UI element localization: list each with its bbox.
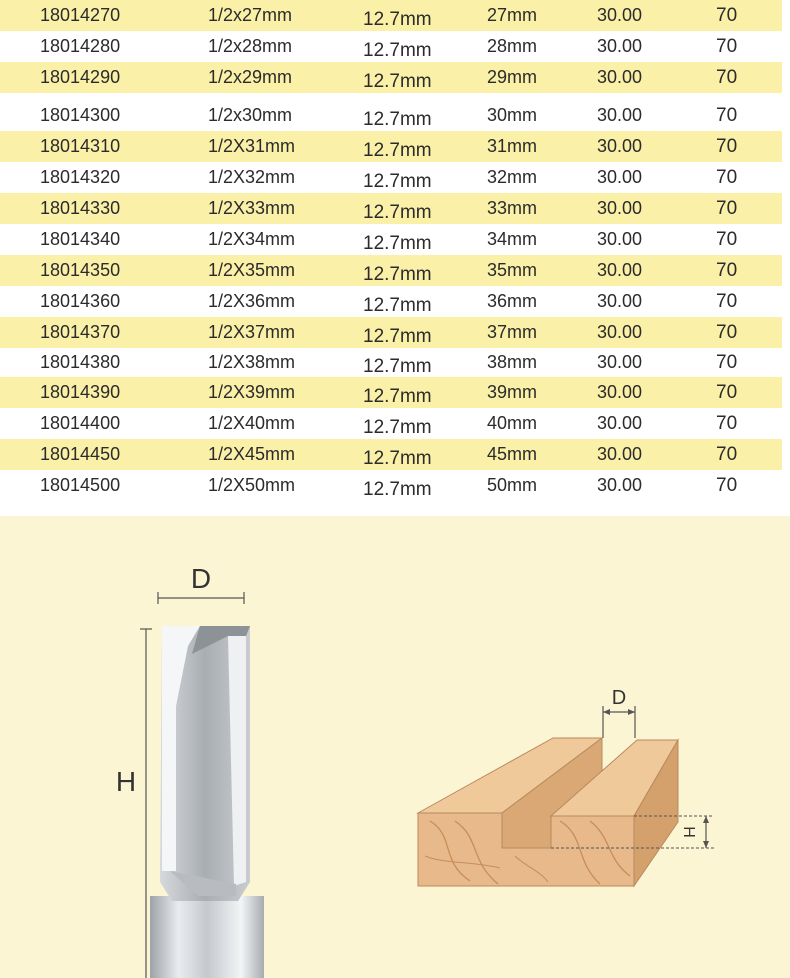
spec-cell: 1/2X33mm: [208, 198, 296, 218]
diameter-cell: 39mm: [487, 382, 538, 402]
table-row: [0, 62, 782, 93]
diagram-svg: [0, 516, 790, 978]
wood-h-label: H: [680, 826, 697, 838]
table-row: [0, 439, 782, 470]
spec-cell: 1/2x28mm: [208, 36, 293, 56]
length-cell: 30.00: [597, 413, 643, 433]
spec-cell: 1/2X38mm: [208, 352, 296, 372]
diameter-cell: 31mm: [487, 136, 538, 156]
length-cell: 30.00: [597, 352, 643, 372]
spec-cell: 1/2X37mm: [208, 322, 296, 342]
spec-cell: 1/2X39mm: [208, 382, 296, 402]
spec-cell: 1/2x30mm: [208, 105, 293, 125]
length-cell: 30.00: [597, 67, 643, 87]
part-number-cell: 18014370: [40, 322, 121, 342]
total-length-cell: 70: [716, 322, 738, 343]
shank-cell: 12.7mm: [363, 295, 432, 316]
spec-cell: 1/2X31mm: [208, 136, 296, 156]
total-length-cell: 70: [716, 67, 738, 88]
total-length-cell: 70: [716, 444, 738, 465]
length-cell: 30.00: [597, 5, 643, 25]
spec-cell: 1/2X35mm: [208, 260, 296, 280]
spec-cell: 1/2X45mm: [208, 444, 296, 464]
total-length-cell: 70: [716, 260, 738, 281]
total-length-cell: 70: [716, 5, 738, 26]
table-row: [0, 347, 782, 378]
diameter-cell: 35mm: [487, 260, 538, 280]
spec-cell: 1/2X40mm: [208, 413, 296, 433]
length-cell: 30.00: [597, 167, 643, 187]
bit-d-label: D: [190, 563, 212, 594]
shank-cell: 12.7mm: [363, 171, 432, 192]
part-number-cell: 18014320: [40, 167, 121, 187]
table-row: [0, 224, 782, 255]
total-length-cell: 70: [716, 136, 738, 157]
shank-cell: 12.7mm: [363, 71, 432, 92]
total-length-cell: 70: [716, 475, 738, 496]
length-cell: 30.00: [597, 322, 643, 342]
table-row: [0, 100, 782, 131]
table-row: [0, 377, 782, 408]
table-row: [0, 317, 782, 348]
shank-cell: 12.7mm: [363, 202, 432, 223]
part-number-cell: 18014310: [40, 136, 121, 156]
wood-groove-illustration: [418, 687, 714, 886]
spec-cell: 1/2X34mm: [208, 229, 296, 249]
total-length-cell: 70: [716, 198, 738, 219]
diameter-cell: 50mm: [487, 475, 538, 495]
router-bit-illustration: [116, 563, 264, 978]
diameter-cell: 38mm: [487, 352, 538, 372]
diameter-cell: 28mm: [487, 36, 538, 56]
part-number-cell: 18014290: [40, 67, 121, 87]
part-number-cell: 18014340: [40, 229, 121, 249]
diameter-cell: 37mm: [487, 322, 538, 342]
part-number-cell: 18014400: [40, 413, 121, 433]
diagram-panel: [0, 516, 790, 978]
length-cell: 30.00: [597, 444, 643, 464]
total-length-cell: 70: [716, 36, 738, 57]
table-row: [0, 408, 782, 439]
shank-cell: 12.7mm: [363, 264, 432, 285]
length-cell: 30.00: [597, 229, 643, 249]
diameter-cell: 33mm: [487, 198, 538, 218]
shank-cell: 12.7mm: [363, 479, 432, 500]
shank-cell: 12.7mm: [363, 140, 432, 161]
total-length-cell: 70: [716, 105, 738, 126]
total-length-cell: 70: [716, 413, 738, 434]
spec-cell: 1/2X36mm: [208, 291, 296, 311]
shank-cell: 12.7mm: [363, 326, 432, 347]
length-cell: 30.00: [597, 475, 643, 495]
spec-cell: 1/2x27mm: [208, 5, 293, 25]
diameter-cell: 34mm: [487, 229, 538, 249]
total-length-cell: 70: [716, 229, 738, 250]
shank-cell: 12.7mm: [363, 386, 432, 407]
spec-cell: 1/2X32mm: [208, 167, 296, 187]
table-row: [0, 31, 782, 62]
diameter-cell: 30mm: [487, 105, 538, 125]
bit-h-label: H: [115, 766, 137, 797]
total-length-cell: 70: [716, 382, 738, 403]
part-number-cell: 18014360: [40, 291, 121, 311]
table-row: [0, 131, 782, 162]
part-number-cell: 18014380: [40, 352, 121, 372]
part-number-cell: 18014300: [40, 105, 121, 125]
shank-cell: 12.7mm: [363, 417, 432, 438]
part-number-cell: 18014390: [40, 382, 121, 402]
shank-cell: 12.7mm: [363, 448, 432, 469]
part-number-cell: 18014450: [40, 444, 121, 464]
part-number-cell: 18014350: [40, 260, 121, 280]
table-row: [0, 193, 782, 224]
shank-cell: 12.7mm: [363, 40, 432, 61]
spec-cell: 1/2x29mm: [208, 67, 293, 87]
total-length-cell: 70: [716, 291, 738, 312]
diameter-cell: 40mm: [487, 413, 538, 433]
length-cell: 30.00: [597, 198, 643, 218]
total-length-cell: 70: [716, 167, 738, 188]
wood-d-label: D: [611, 687, 627, 709]
table-row: [0, 0, 782, 31]
table-row: [0, 286, 782, 317]
table-row: [0, 255, 782, 286]
table-row: [0, 162, 782, 193]
length-cell: 30.00: [597, 260, 643, 280]
part-number-cell: 18014270: [40, 5, 121, 25]
length-cell: 30.00: [597, 36, 643, 56]
spec-cell: 1/2X50mm: [208, 475, 296, 495]
diameter-cell: 32mm: [487, 167, 538, 187]
total-length-cell: 70: [716, 352, 738, 373]
shank-cell: 12.7mm: [363, 9, 432, 30]
part-number-cell: 18014500: [40, 475, 121, 495]
diameter-cell: 29mm: [487, 67, 538, 87]
shank-cell: 12.7mm: [363, 109, 432, 130]
diameter-cell: 45mm: [487, 444, 538, 464]
part-number-cell: 18014280: [40, 36, 121, 56]
table-row: [0, 470, 782, 501]
length-cell: 30.00: [597, 382, 643, 402]
length-cell: 30.00: [597, 136, 643, 156]
shank-cell: 12.7mm: [363, 356, 432, 377]
part-number-cell: 18014330: [40, 198, 121, 218]
shank-cell: 12.7mm: [363, 233, 432, 254]
diameter-cell: 27mm: [487, 5, 538, 25]
length-cell: 30.00: [597, 105, 643, 125]
diameter-cell: 36mm: [487, 291, 538, 311]
length-cell: 30.00: [597, 291, 643, 311]
